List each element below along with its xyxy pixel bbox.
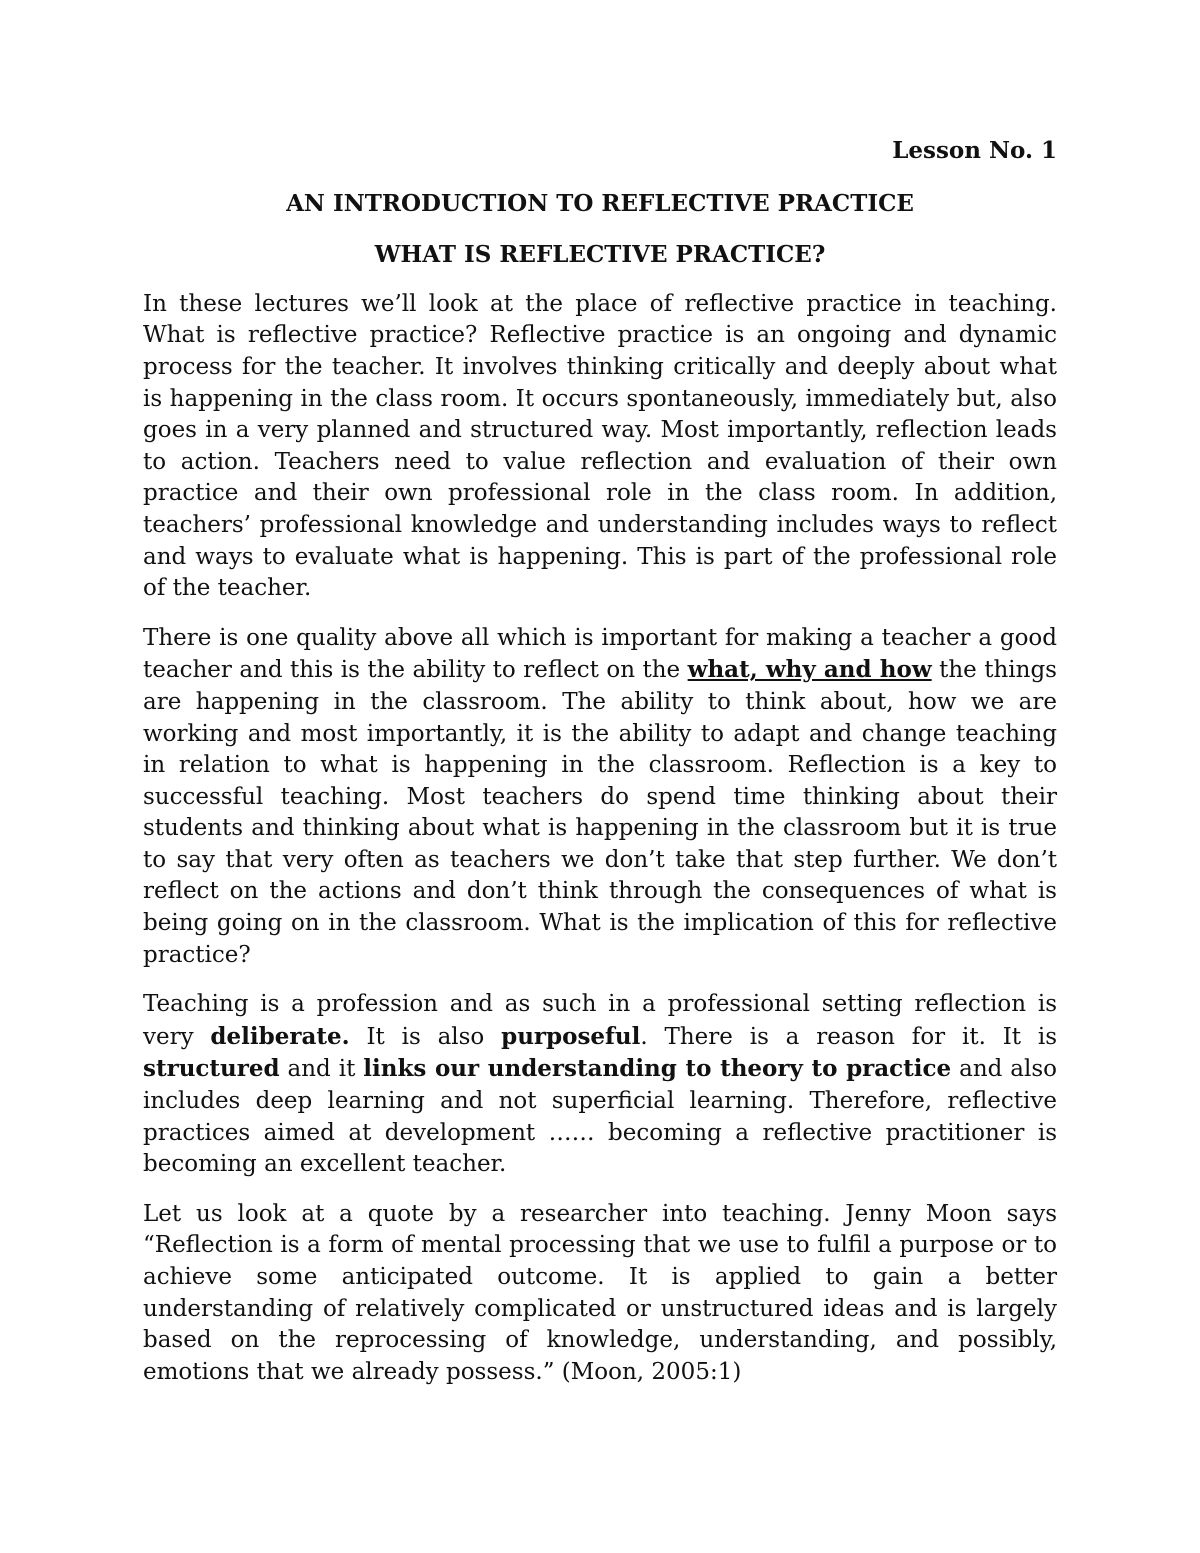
paragraph-quality-text-1: There is one quality above all which is important for making a teacher a good teacher and this is the ability to reflect on the: [143, 624, 1057, 684]
bold-structured: structured: [143, 1055, 280, 1083]
paragraph-quote: Let us look at a quote by a researcher into teaching. Jenny Moon says “Reflection is a form of mental processing that we use to fulfil a purpose or to achieve some anticipated outcome. It is applied to gain a better understanding of relatively complicated or unstructured ideas and is largely based on the reprocessing of knowledge, understanding, and possibly, emotions that we already possess.” (Moon, 2005:1): [143, 1200, 1057, 1385]
paragraph-intro: In these lectures we’ll look at the place of reflective practice in teaching. What is reflective practice? Reflective practice is an ongoing and dynamic process for the teacher. It involves thinking critically and deeply about what is happening in the class room. It occurs spontaneously, immediately but, also goes in a very planned and structured way. Most importantly, reflection leads to action. Teachers need to value reflection and evaluation of their own practice and their own professional role in the class room. In addition, teachers’ professional knowledge and understanding includes ways to reflect and ways to evaluate what is happening. This is part of the professional role of the teacher.: [143, 290, 1057, 602]
paragraph-profession-text-5: and also includes deep learning and not superficial learning. Therefore, reflective practices aimed at development …… becoming a reflective practitioner is becoming an excellent teacher.: [143, 1056, 1058, 1178]
paragraph-profession-text-4: and it: [279, 1056, 364, 1083]
bold-purposeful: purposeful: [501, 1022, 641, 1050]
emphasis-what-why-how: what, why and how: [687, 656, 932, 684]
bold-deliberate: deliberate.: [210, 1022, 350, 1050]
document-page: [143, 135, 1057, 1406]
paragraph-profession-text-3: . There is a reason for it. It is: [640, 1023, 1058, 1050]
paragraph-profession-text-1: Teaching is a profession and as such in a professional setting reflection is very: [143, 991, 1057, 1050]
paragraph-quality-text-2: the things are happening in the classroom. The ability to think about, how we are working and most importantly, it is the ability to adapt and change teaching in relation to what is happening in the classroom. Reflection is a key to successful teaching. Most teachers do spend time thinking about their students and thinking about what is happening in the classroom but it is true to say that very often as teachers we don’t take that step further. We don’t reflect on the actions and don’t think through the consequences of what is being going on in the classroom. What is the implication of this for reflective practice?: [143, 657, 1057, 968]
document-subtitle: WHAT IS REFLECTIVE PRACTICE?: [374, 241, 826, 269]
paragraph-profession-text-2: It is also: [349, 1023, 502, 1050]
document-title: AN INTRODUCTION TO REFLECTIVE PRACTICE: [286, 189, 914, 217]
bold-links-theory-practice: links our understanding to theory to practice: [363, 1055, 952, 1083]
paragraph-profession: [143, 989, 1057, 1181]
lesson-number: Lesson No. 1: [892, 137, 1057, 164]
paragraph-quality: [143, 623, 1057, 972]
